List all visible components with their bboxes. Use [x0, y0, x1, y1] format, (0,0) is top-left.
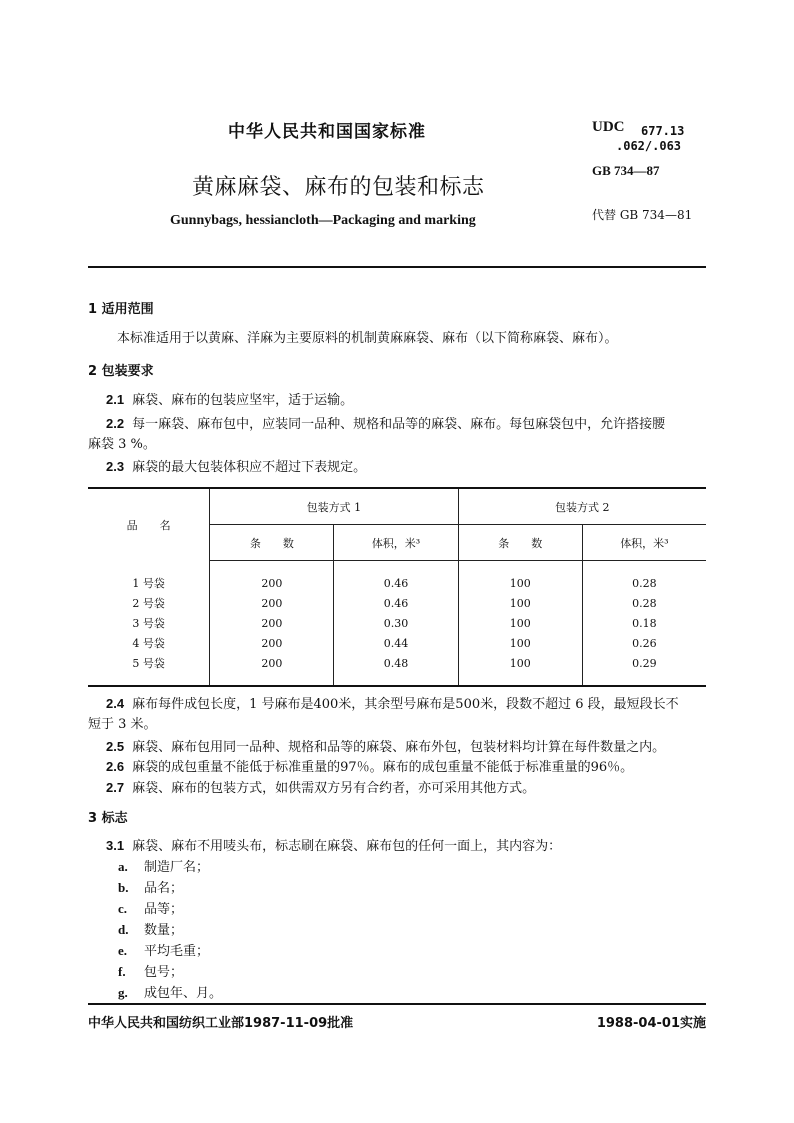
table-row — [88, 573, 706, 593]
cell-name: 1 号袋 — [132, 577, 165, 590]
header-divider — [88, 266, 706, 268]
item-text: 平均毛重； — [144, 944, 210, 959]
cell-count2: 100 — [458, 613, 582, 633]
clause-text: 麻袋的最大包装体积应不超过下表规定。 — [132, 460, 367, 475]
cell-volume2: 0.28 — [582, 593, 706, 613]
mark-item-f — [118, 961, 183, 983]
clause-number: 3.1 — [106, 838, 125, 853]
section-1-title: 1 适用范围 — [88, 302, 154, 317]
cell-name: 2 号袋 — [132, 597, 165, 610]
clause-text: 麻袋、麻布的包装方式，如供需双方另有合约者，亦可采用其他方式。 — [132, 781, 536, 796]
clause-text: 麻袋、麻布不用唛头布，标志刷在麻袋、麻布包的任何一面上，其内容为： — [132, 839, 562, 854]
item-text: 数量； — [144, 923, 184, 938]
clause-number: 2.2 — [106, 416, 125, 431]
mark-item-c — [118, 898, 183, 920]
udc-code-line1: 677.13 — [641, 124, 685, 138]
table-row — [88, 613, 706, 633]
clause-number: 2.4 — [106, 696, 125, 711]
item-text: 包号； — [144, 965, 184, 980]
document-title-cn: 黄麻麻袋、麻布的包装和标志 — [192, 175, 485, 200]
cell-count1: 200 — [210, 593, 334, 613]
cell-name: 4 号袋 — [132, 637, 165, 650]
cell-volume2: 0.26 — [582, 633, 706, 653]
effective-date: 1988-04-01实施 — [596, 1016, 706, 1031]
col-header-name: 品 名 — [88, 488, 210, 561]
section-3-title: 3 标志 — [88, 811, 128, 826]
clause-number: 2.3 — [106, 459, 125, 474]
col-header-volume1: 体积，米³ — [334, 525, 458, 561]
clause-2-4-line1 — [106, 693, 679, 715]
cell-name: 3 号袋 — [132, 617, 165, 630]
cell-name: 5 号袋 — [132, 657, 165, 670]
gb-number: GB 734—87 — [592, 163, 660, 178]
section-1-text: 本标准适用于以黄麻、洋麻为主要原料的机制黄麻麻袋、麻布（以下简称麻袋、麻布）。 — [117, 331, 618, 346]
item-letter: a. — [118, 859, 128, 874]
clause-3-1 — [106, 835, 561, 857]
clause-2-3 — [106, 456, 366, 478]
cell-count2: 100 — [458, 593, 582, 613]
table-row — [88, 593, 706, 613]
clause-2-6 — [106, 756, 633, 778]
clause-2-2-line1 — [106, 413, 665, 435]
cell-volume1: 0.48 — [334, 653, 458, 673]
item-letter: g. — [118, 985, 128, 1000]
item-text: 品名； — [144, 881, 184, 896]
item-text: 品等； — [144, 902, 184, 917]
udc-code-line2: .062/.063 — [616, 139, 682, 153]
standard-title: 中华人民共和国国家标准 — [228, 122, 426, 142]
cell-count1: 200 — [210, 633, 334, 653]
item-text: 成包年、月。 — [144, 986, 223, 1001]
item-letter: d. — [118, 922, 129, 937]
col-header-count1: 条 数 — [210, 525, 334, 561]
item-letter: f. — [118, 964, 126, 979]
item-letter: e. — [118, 943, 128, 958]
item-text: 制造厂名； — [144, 860, 210, 875]
cell-volume1: 0.46 — [334, 573, 458, 593]
clause-number: 2.6 — [106, 759, 125, 774]
clause-text: 麻布每件成包长度，1 号麻布是400米，其余型号麻布是500米，段数不超过 6 段，最短段长不 — [132, 697, 679, 712]
clause-text: 麻袋的成包重量不能低于标准重量的97％。麻布的成包重量不能低于标准重量的96％。 — [132, 760, 634, 775]
col-header-method2: 包装方式 2 — [458, 488, 706, 525]
mark-item-e — [118, 940, 209, 962]
cell-count2: 100 — [458, 653, 582, 673]
cell-count1: 200 — [210, 653, 334, 673]
clause-2-1 — [106, 389, 353, 411]
clause-2-7 — [106, 777, 535, 799]
packing-volume-table — [88, 487, 706, 687]
cell-count2: 100 — [458, 633, 582, 653]
approval-line: 中华人民共和国纺织工业部1987-11-09批准 — [88, 1016, 354, 1031]
item-letter: c. — [118, 901, 128, 916]
cell-count1: 200 — [210, 613, 334, 633]
clause-2-5 — [106, 736, 665, 758]
mark-item-g — [118, 982, 222, 1004]
clause-number: 2.7 — [106, 780, 125, 795]
mark-item-b — [118, 877, 183, 899]
cell-volume2: 0.28 — [582, 573, 706, 593]
footer-divider — [88, 1003, 706, 1005]
clause-text: 每一麻袋、麻布包中，应装同一品种、规格和品等的麻袋、麻布。每包麻袋包中，允许搭接腰 — [132, 417, 666, 432]
col-header-count2: 条 数 — [458, 525, 582, 561]
document-title-en: Gunnybags, hessiancloth—Packaging and marking — [170, 213, 476, 228]
table-row — [88, 653, 706, 673]
cell-count2: 100 — [458, 573, 582, 593]
cell-volume1: 0.46 — [334, 593, 458, 613]
clause-text: 麻袋、麻布的包装应坚牢，适于运输。 — [132, 393, 354, 408]
item-letter: b. — [118, 880, 129, 895]
cell-volume1: 0.30 — [334, 613, 458, 633]
cell-volume2: 0.29 — [582, 653, 706, 673]
mark-item-d — [118, 919, 183, 941]
udc-label: UDC — [592, 119, 625, 135]
clause-number: 2.5 — [106, 739, 125, 754]
section-2-title: 2 包装要求 — [88, 364, 154, 379]
clause-2-4-line2: 短于 3 米。 — [88, 717, 157, 732]
table-row — [88, 633, 706, 653]
mark-item-a — [118, 856, 209, 878]
clause-number: 2.1 — [106, 392, 125, 407]
col-header-method1: 包装方式 1 — [210, 488, 458, 525]
clause-2-2-line2: 麻袋 3 %。 — [88, 437, 156, 452]
replaces-standard: 代替 GB 734—81 — [592, 208, 693, 222]
col-header-volume2: 体积，米³ — [582, 525, 706, 561]
cell-volume2: 0.18 — [582, 613, 706, 633]
clause-text: 麻袋、麻布包用同一品种、规格和品等的麻袋、麻布外包，包装材料均计算在每件数量之内。 — [132, 740, 666, 755]
cell-volume1: 0.44 — [334, 633, 458, 653]
cell-count1: 200 — [210, 573, 334, 593]
